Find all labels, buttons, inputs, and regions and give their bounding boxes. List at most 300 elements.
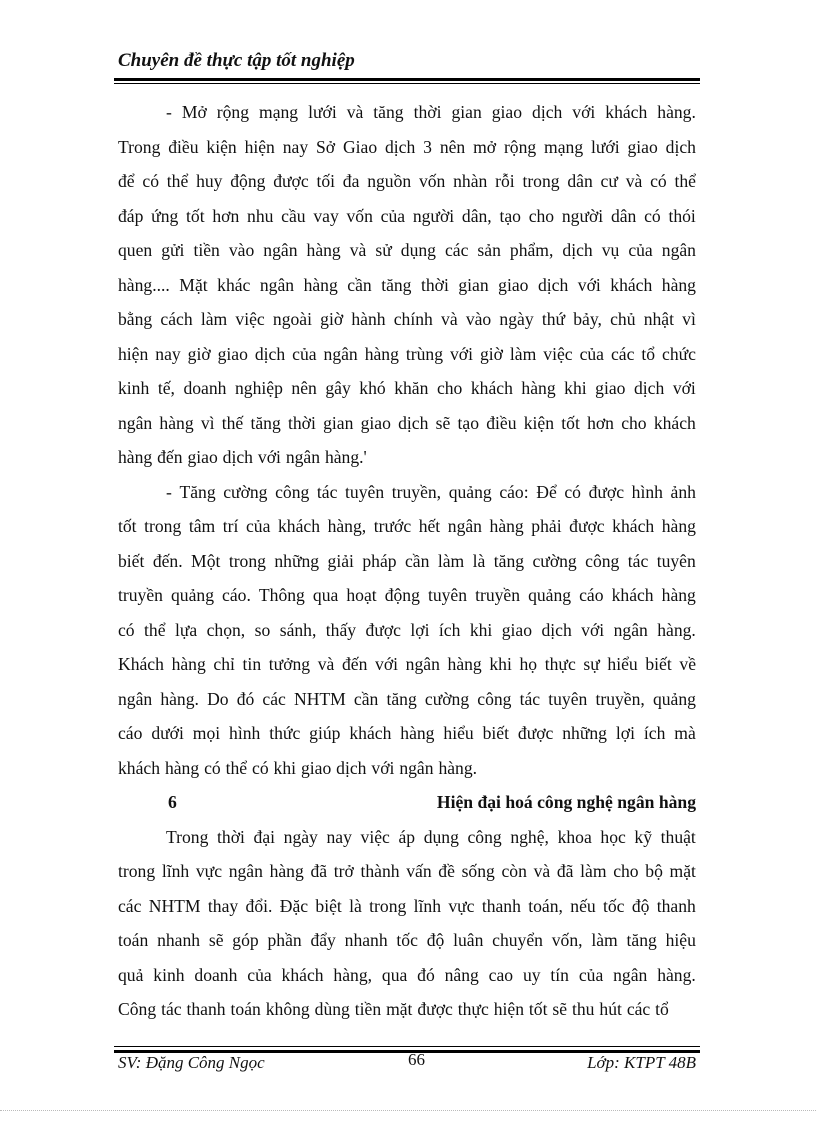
word: người xyxy=(561,205,604,226)
word: ngân xyxy=(285,447,321,467)
word: cần xyxy=(347,274,372,295)
word: dịch xyxy=(254,343,286,364)
word: các xyxy=(118,895,142,916)
word: rộng xyxy=(216,102,250,122)
word: quảng xyxy=(448,481,492,502)
word: việc xyxy=(360,826,390,847)
word: dịch xyxy=(398,412,429,433)
word: vốn xyxy=(418,171,446,191)
word: dịch xyxy=(532,102,563,122)
word: biết xyxy=(118,550,145,571)
word: làm xyxy=(437,550,465,571)
word: rỗi xyxy=(495,171,515,191)
word: điều xyxy=(168,136,199,157)
word: mọi xyxy=(192,723,221,743)
word: khách xyxy=(605,102,648,122)
word: thấy xyxy=(325,619,357,640)
word: cáo xyxy=(118,723,143,743)
word: thay xyxy=(207,895,239,916)
word: dịch xyxy=(665,136,696,157)
word: giao xyxy=(217,343,248,364)
word: thu xyxy=(572,999,595,1019)
paragraph-line xyxy=(118,130,696,165)
word: quảng xyxy=(528,585,572,605)
word: tăng xyxy=(250,412,281,433)
word: Công xyxy=(118,999,157,1019)
word: trở xyxy=(333,861,354,881)
word: cư xyxy=(600,171,618,191)
word: hiểu xyxy=(443,723,474,743)
word: hàng, xyxy=(327,516,367,536)
paragraph-line xyxy=(118,302,696,337)
word: truyền, xyxy=(391,481,442,502)
word: nâng xyxy=(444,964,479,985)
word: đã xyxy=(310,861,328,881)
word: tuyên xyxy=(427,585,468,605)
word: phải xyxy=(531,516,562,536)
word: của xyxy=(578,964,604,985)
word: bảy, xyxy=(573,309,602,329)
word: sánh, xyxy=(279,619,317,640)
word: hàng. xyxy=(657,102,696,122)
word: giúp xyxy=(309,723,341,743)
word: quảng xyxy=(652,688,696,709)
word: đa xyxy=(342,171,360,191)
word: độ xyxy=(426,930,445,950)
word: khách xyxy=(277,516,320,536)
word: khách xyxy=(610,274,653,295)
word: hình xyxy=(229,723,261,743)
word: kỹ xyxy=(634,826,653,847)
word: sống xyxy=(461,861,495,881)
word: đại xyxy=(253,826,276,847)
word: độ xyxy=(631,895,650,916)
word: tốt xyxy=(118,516,137,536)
word: được xyxy=(517,723,554,743)
word: tiền xyxy=(354,999,382,1019)
word: là xyxy=(349,895,362,916)
page-number: 66 xyxy=(408,1050,425,1069)
word: có xyxy=(118,619,135,640)
word: ngân xyxy=(613,619,648,640)
word: hàng.' xyxy=(324,447,367,467)
word: giao xyxy=(300,757,332,778)
word: vấn xyxy=(406,861,432,881)
word: tác xyxy=(316,481,338,502)
word: pháp xyxy=(362,550,397,571)
word: dân xyxy=(610,205,637,226)
word: đã xyxy=(556,861,574,881)
word: Tăng xyxy=(179,481,216,502)
word: hiểu xyxy=(607,654,638,674)
word: toán xyxy=(118,930,149,950)
word: ngoài xyxy=(272,309,312,329)
word: hàng xyxy=(303,274,338,295)
word: hiện xyxy=(118,343,149,364)
word: cáo: xyxy=(499,481,529,502)
word: chuyển xyxy=(492,930,543,950)
word: nay xyxy=(282,136,309,157)
word: vực xyxy=(448,895,475,916)
word: dân xyxy=(567,171,593,191)
word: kinh xyxy=(118,378,150,398)
word: tuyên xyxy=(345,481,385,502)
word: của xyxy=(579,343,604,364)
word: nhàn xyxy=(453,171,488,191)
word: doanh xyxy=(194,964,238,985)
word: đó xyxy=(417,964,435,985)
word: gây xyxy=(325,378,351,398)
word: sự xyxy=(583,654,600,674)
word: thời xyxy=(413,102,442,122)
word: của xyxy=(247,964,272,985)
word: Khách xyxy=(118,654,164,674)
word: của xyxy=(292,343,317,364)
paragraph-line xyxy=(118,406,696,441)
word: có xyxy=(204,757,221,778)
paragraph-line xyxy=(118,716,696,751)
word: vì xyxy=(200,412,215,433)
word: ngân xyxy=(118,412,153,433)
word: với xyxy=(577,274,601,295)
word: NHTM xyxy=(148,895,201,916)
word: Trong xyxy=(118,136,161,157)
word: làm xyxy=(591,930,618,950)
word: khách xyxy=(470,378,513,398)
word: các xyxy=(610,343,635,364)
word: cao xyxy=(488,964,514,985)
word: có xyxy=(252,757,269,778)
word: sản xyxy=(477,240,501,260)
word: về xyxy=(679,654,696,674)
word: huy xyxy=(196,171,223,191)
word: làm xyxy=(580,861,607,881)
word: trong xyxy=(522,171,560,191)
word: toán, xyxy=(528,895,563,916)
word: gian xyxy=(323,412,354,433)
word: lợi xyxy=(410,619,430,640)
word: ngân xyxy=(263,240,298,260)
word: đổi. xyxy=(245,895,273,916)
paragraph-line xyxy=(118,199,696,234)
word: giao xyxy=(501,619,533,640)
word: Mặt xyxy=(179,274,208,295)
section-heading-number: 6 xyxy=(168,792,177,812)
word: NHTM xyxy=(293,688,346,709)
header-rule-thin xyxy=(114,83,700,84)
word: dịch xyxy=(222,447,253,467)
word: lựa xyxy=(174,619,198,640)
word: giờ xyxy=(187,343,211,364)
word: cho xyxy=(613,861,639,881)
word: khách xyxy=(281,964,324,985)
word: tăng xyxy=(493,550,525,571)
page-bottom-edge xyxy=(0,1110,816,1111)
word: là xyxy=(472,550,486,571)
word: tối xyxy=(316,171,336,191)
word: nhanh xyxy=(157,930,201,950)
word: kinh xyxy=(153,964,185,985)
word: ngân xyxy=(399,757,434,778)
word: khách xyxy=(653,412,696,433)
word: thói xyxy=(668,205,696,226)
word: giao xyxy=(627,136,658,157)
word: khoa xyxy=(557,826,592,847)
word: tăng xyxy=(386,688,417,709)
word: dụng xyxy=(400,240,436,260)
word: tác xyxy=(161,999,182,1019)
word: gian xyxy=(451,102,482,122)
word: dưới xyxy=(151,723,184,743)
word: thời xyxy=(217,826,245,847)
word: cáo xyxy=(579,585,604,605)
word: lĩnh xyxy=(161,861,190,881)
word: thể xyxy=(225,757,248,778)
word: hàng. xyxy=(160,688,199,709)
paragraph-line xyxy=(118,923,696,958)
word: cường xyxy=(223,481,268,502)
word: hàng xyxy=(269,861,304,881)
footer-class: Lớp: KTPT 48B xyxy=(587,1053,696,1072)
word: phần xyxy=(267,930,302,950)
word: thực xyxy=(457,999,489,1019)
word: được xyxy=(273,171,309,191)
word: hành xyxy=(351,309,386,329)
word: tác xyxy=(519,688,541,709)
word: chọn, xyxy=(206,619,246,640)
word: các xyxy=(444,240,469,260)
word: mặt xyxy=(386,999,413,1019)
word: có xyxy=(644,205,661,226)
word: cho xyxy=(621,412,647,433)
word: cầu xyxy=(281,205,306,226)
word: sử xyxy=(375,240,392,260)
word: của xyxy=(628,240,653,260)
word: ngân xyxy=(447,516,482,536)
word: chức xyxy=(662,343,696,364)
word: ngân xyxy=(405,654,440,674)
word: và xyxy=(317,654,335,674)
word: cần xyxy=(404,550,430,571)
word: 3 xyxy=(423,136,432,157)
word: tốc xyxy=(396,930,418,950)
paragraph-line xyxy=(118,371,696,406)
word: tạo xyxy=(457,412,480,433)
word: gửi xyxy=(161,240,185,260)
word: khi xyxy=(469,619,493,640)
word: tốt xyxy=(186,205,205,226)
word: thế xyxy=(221,412,244,433)
word: tổ xyxy=(641,343,656,364)
word: và xyxy=(349,240,367,260)
word: lợi xyxy=(615,723,635,743)
word: được xyxy=(417,999,453,1019)
word: nhu xyxy=(247,205,274,226)
paragraph-line xyxy=(118,613,696,648)
word: thể xyxy=(674,171,696,191)
word: vực xyxy=(195,861,223,881)
word: luân xyxy=(453,930,484,950)
word: còn xyxy=(501,861,527,881)
word: mà xyxy=(674,723,696,743)
word: với xyxy=(581,619,605,640)
word: nay xyxy=(155,343,181,364)
word: góp xyxy=(232,930,259,950)
word: hàng xyxy=(159,412,194,433)
word: động xyxy=(384,585,420,605)
word: Một xyxy=(191,550,221,571)
word: kiện xyxy=(523,412,555,433)
word: việc xyxy=(235,309,265,329)
word: làm xyxy=(509,343,537,364)
paragraph-line xyxy=(118,992,696,1027)
word: giờ xyxy=(479,343,503,364)
paragraph-line xyxy=(118,544,696,579)
word: hơn xyxy=(212,205,240,226)
word: nên xyxy=(291,378,317,398)
word: Giao xyxy=(342,136,378,157)
word: ngân xyxy=(118,688,153,709)
word: ngân xyxy=(661,240,696,260)
section-heading-text: Hiện đại hoá công nghệ ngân hàng xyxy=(436,792,696,812)
word: ngày xyxy=(499,309,534,329)
word: với xyxy=(375,654,399,674)
word: - xyxy=(166,102,172,122)
word: thuật xyxy=(660,826,696,847)
word: hàng xyxy=(171,654,206,674)
word: tiền xyxy=(193,240,220,260)
word: nên xyxy=(439,136,466,157)
word: cáo. xyxy=(222,585,251,605)
word: tuyên xyxy=(548,688,588,709)
word: mạng xyxy=(259,102,299,122)
word: với xyxy=(257,447,281,467)
word: mở xyxy=(473,136,497,157)
word: bằng xyxy=(118,309,153,329)
word: giao xyxy=(491,102,523,122)
word: có xyxy=(142,171,159,191)
word: với xyxy=(449,343,473,364)
word: cách xyxy=(160,309,193,329)
word: sẽ xyxy=(552,999,568,1019)
word: trùng xyxy=(405,343,444,364)
word: dụng xyxy=(423,826,459,847)
word: hàng xyxy=(661,585,696,605)
word: hình xyxy=(631,481,663,502)
word: thanh xyxy=(656,895,696,916)
word: toán xyxy=(230,999,261,1019)
word: quảng xyxy=(171,585,214,605)
word: đến xyxy=(157,447,183,467)
word: vụ xyxy=(601,240,620,260)
word: được xyxy=(365,619,401,640)
word: tuyên xyxy=(656,550,696,571)
section-heading xyxy=(118,785,696,820)
word: hiện xyxy=(244,136,275,157)
word: hàng xyxy=(521,378,556,398)
word: với xyxy=(672,378,696,398)
word: khó xyxy=(359,378,386,398)
word: vay xyxy=(313,205,339,226)
word: công xyxy=(467,826,502,847)
word: với xyxy=(572,102,596,122)
word: gian xyxy=(458,274,489,295)
word: giao xyxy=(498,274,529,295)
word: với xyxy=(371,757,395,778)
paragraph-line xyxy=(118,958,696,993)
word: sẽ xyxy=(435,412,451,433)
word: ngày xyxy=(283,826,318,847)
word: qua xyxy=(312,585,339,605)
word: điều xyxy=(486,412,517,433)
word: truyền xyxy=(118,585,163,605)
word: biết xyxy=(482,723,509,743)
word: giao xyxy=(187,447,218,467)
word: Sở xyxy=(315,136,336,157)
word: tốt xyxy=(528,999,548,1019)
word: cần xyxy=(353,688,379,709)
word: nghiệp xyxy=(234,378,283,398)
word: cường xyxy=(424,688,470,709)
paragraph-line xyxy=(118,509,696,544)
word: ảnh xyxy=(670,481,696,502)
word: hàng, xyxy=(333,964,373,985)
word: qua xyxy=(381,964,408,985)
word: dịch xyxy=(537,274,569,295)
word: Đặc xyxy=(279,895,309,916)
word: đến. xyxy=(152,550,183,571)
word: tạo xyxy=(499,205,521,226)
word: tâm xyxy=(188,516,216,536)
word: thời xyxy=(287,412,316,433)
paragraph-line xyxy=(118,164,696,199)
word: vốn, xyxy=(551,930,583,950)
word: lĩnh xyxy=(413,895,441,916)
word: của xyxy=(380,205,406,226)
word: thực xyxy=(544,654,576,674)
word: học xyxy=(600,826,626,847)
word: hàng xyxy=(489,516,524,536)
word: nghệ, xyxy=(510,826,549,847)
word: các xyxy=(262,688,286,709)
word: làm xyxy=(200,309,228,329)
word: đó xyxy=(236,688,255,709)
word: và xyxy=(441,309,458,329)
word: chỉ xyxy=(213,654,235,674)
word: ngân xyxy=(613,964,648,985)
word: nếu xyxy=(570,895,596,916)
word: các xyxy=(626,999,651,1019)
word: thành xyxy=(360,861,400,881)
word: khác xyxy=(217,274,251,295)
word: tăng xyxy=(626,930,657,950)
word: và xyxy=(625,171,643,191)
word: dịch xyxy=(541,619,572,640)
word: quả xyxy=(118,964,144,985)
word: trong xyxy=(118,861,156,881)
word: dịch xyxy=(634,378,665,398)
word: công xyxy=(585,550,620,571)
document-header-title: Chuyên đề thực tập tốt nghiệp xyxy=(118,50,355,71)
word: giao xyxy=(595,378,626,398)
word: áp xyxy=(398,826,416,847)
word: hàng xyxy=(400,723,435,743)
word: ngân xyxy=(228,861,263,881)
word: tăng xyxy=(373,102,404,122)
word: vào xyxy=(228,240,255,260)
word: lưới xyxy=(591,136,620,157)
word: sẽ xyxy=(208,930,224,950)
